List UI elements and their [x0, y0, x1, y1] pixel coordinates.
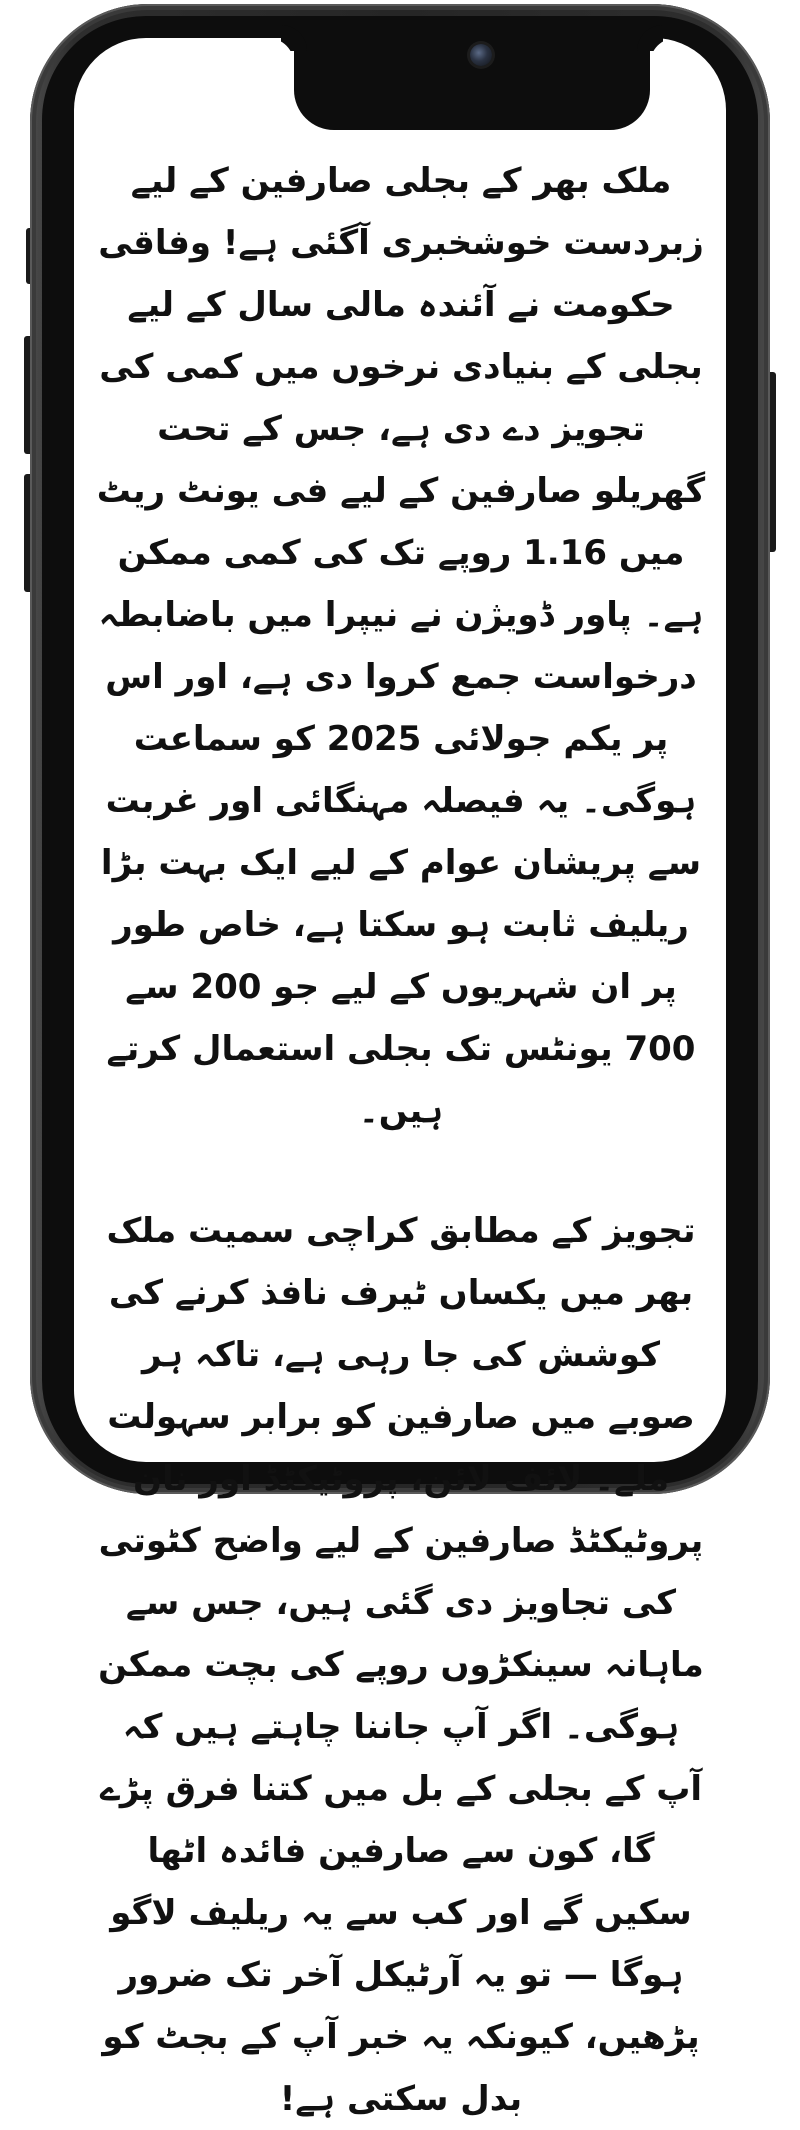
- article-paragraph-2: تجویز کے مطابق کراچی سمیت ملک بھر میں یکساں ٹیرف نافذ کرنے کی کوشش کی جا رہی ہے، تاکہ ہر صوبے میں صارفین کو برابر سہولت ملے۔ لائف لائن، پروٹیکٹڈ اور نان پروٹیکٹڈ صارفین کے لیے واضح کٹوتی کی تجاویز دی گئی ہیں، جس سے ماہانہ سینکڑوں روپے کی بچت ممکن ہوگی۔ اگر آپ جاننا چاہتے ہیں کہ آپ کے بجلی کے بل میں کتنا فرق پڑے گا، کون سے صارفین فائدہ اٹھا سکیں گے اور کب سے یہ ریلیف لاگو ہوگا — تو یہ آرٹیکل آخر تک ضرور پڑھیں، کیونکہ یہ خبر آپ کے بجٹ کو بدل سکتی ہے!: [98, 1211, 704, 2119]
- article-body: [96, 150, 706, 2130]
- camera-icon: [470, 44, 492, 66]
- article-paragraph-1: ملک بھر کے بجلی صارفین کے لیے زبردست خوشخبری آگئی ہے! وفاقی حکومت نے آئندہ مالی سال کے لیے بجلی کے بنیادی نرخوں میں کمی کی تجویز دے دی ہے، جس کے تحت گھریلو صارفین کے لیے فی یونٹ ریٹ میں 1.16 روپے تک کی کمی ممکن ہے۔ پاور ڈویژن نے نیپرا میں باضابطہ درخواست جمع کروا دی ہے، اور اس پر یکم جولائی 2025 کو سماعت ہوگی۔ یہ فیصلہ مہنگائی اور غربت سے پریشان عوام کے لیے ایک بہت بڑا ریلیف ثابت ہو سکتا ہے، خاص طور پر ان شہریوں کے لیے جو 200 سے 700 یونٹس تک بجلی استعمال کرتے ہیں۔: [96, 161, 706, 1131]
